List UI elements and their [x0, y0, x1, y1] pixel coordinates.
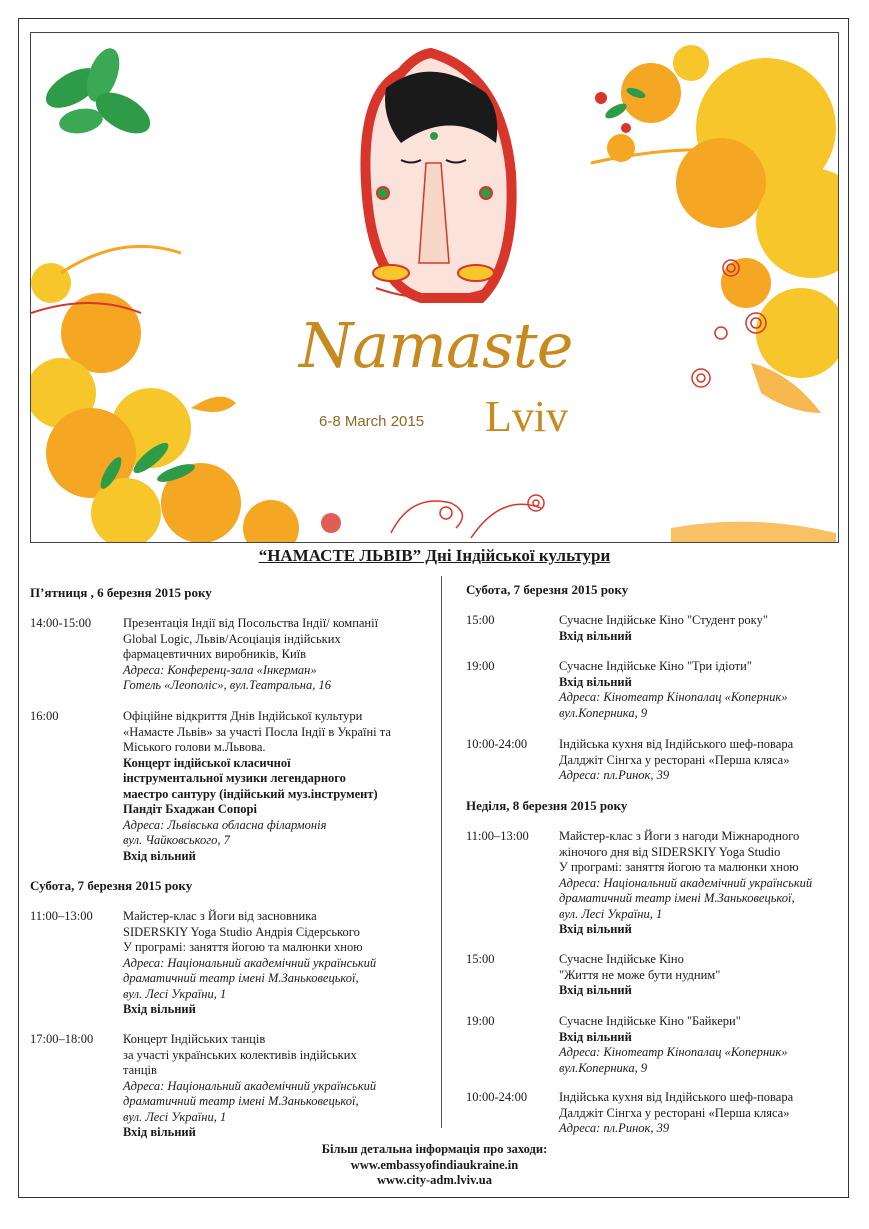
event-title-line: Далджіт Сінгха у ресторані «Перша кляса» — [559, 1105, 790, 1120]
banner-illustration — [31, 33, 839, 543]
event-address: Адреса: Національний академічний український — [559, 875, 813, 890]
free-entry-label: Вхід вільний — [123, 848, 196, 863]
event-title: Сучасне Індійське Кіно "Три ідіоти" — [559, 659, 752, 673]
event-address-line: драматичний театр імені М.Заньковецької, — [123, 971, 359, 985]
footer-more-info: Більш детальна інформація про заходи: — [321, 1142, 548, 1156]
event-title-line: за участі українських колективів індійських — [123, 1047, 357, 1062]
poster-banner — [30, 32, 839, 543]
concert-title: Концерт індійської класичної — [123, 755, 291, 770]
event-address: Адреса: Національний академічний український — [123, 1078, 377, 1093]
column-divider — [441, 576, 442, 1128]
event-title: Майстер-клас з Йоги з нагоди Міжнародного — [559, 829, 800, 843]
event-title: Індійська кухня від Індійського шеф-повара — [559, 1090, 794, 1104]
event-time: 11:00–13:00 — [30, 909, 93, 923]
festival-dates: 6-8 March 2015 — [319, 413, 425, 430]
event-time: 19:00 — [466, 1014, 495, 1028]
event-address: Адреса: Кінотеатр Кінопалац «Коперник» — [559, 690, 788, 704]
event-title: Майстер-клас з Йоги від засновника — [123, 909, 317, 923]
day-heading-friday: П’ятниця , 6 березня 2015 року — [30, 585, 212, 600]
day-heading-sunday: Неділя, 8 березня 2015 року — [466, 798, 628, 813]
right-paint-splashes — [591, 45, 839, 543]
event-time: 17:00–18:00 — [30, 1032, 94, 1046]
event-details — [123, 616, 422, 694]
concert-title-line: маестро сантуру (індійський муз.інструмент) — [123, 786, 378, 801]
event-address: Адреса: пл.Ринок, 39 — [559, 768, 670, 782]
event-title-line: танців — [123, 1063, 157, 1077]
brand-namaste-wordmark: Namaste — [299, 309, 573, 382]
event-time: 10:00-24:00 — [466, 1090, 528, 1104]
event-program: У програмі: заняття йогою та малюнки хною — [123, 940, 363, 954]
event-details — [123, 709, 422, 864]
event-address: Адреса: Львівська обласна філармонія — [123, 817, 327, 832]
free-entry-label: Вхід вільний — [559, 983, 632, 997]
event-time: 19:00 — [466, 659, 495, 673]
event-title: Презентація Індії від Посольства Індії/ компанії — [123, 616, 379, 630]
page-title: “НАМАСТЕ ЛЬВІВ” Дні Індійської культури — [258, 546, 611, 565]
event-details — [559, 737, 841, 784]
event-details — [559, 1090, 841, 1137]
namaste-figure — [365, 53, 511, 298]
event-title: Сучасне Індійське Кіно — [559, 952, 684, 966]
event-title-line: фармацевтичних виробників, Київ — [123, 647, 307, 661]
event-address: Адреса: Конференц-зала «Інкерман» — [123, 662, 317, 677]
event-details — [559, 659, 841, 721]
event-address-line: драматичний театр імені М.Заньковецької, — [123, 1094, 359, 1108]
event-title: Офіційне відкриття Днів Індійської культури — [123, 709, 363, 723]
event-time: 14:00-15:00 — [30, 616, 92, 630]
event-time: 15:00 — [466, 952, 495, 966]
free-entry-label: Вхід вільний — [123, 1002, 196, 1016]
event-address-line: вул. Чайковського, 7 — [123, 833, 230, 847]
footer-embassy-link[interactable]: www.embassyofindiaukraine.in — [350, 1157, 519, 1172]
event-address: Адреса: Кінотеатр Кінопалац «Коперник» — [559, 1045, 788, 1059]
day-heading-saturday-right: Субота, 7 березня 2015 року — [466, 582, 629, 597]
event-program: У програмі: заняття йогою та малюнки хною — [559, 860, 799, 874]
performer-name: Пандіт Бхаджан Сопорі — [123, 802, 257, 816]
event-address-line: драматичний театр імені М.Заньковецької, — [559, 891, 795, 905]
event-address-line: вул. Лесі України, 1 — [123, 986, 227, 1001]
footer-city-link[interactable]: www.city-adm.lviv.ua — [377, 1173, 492, 1187]
event-address: Адреса: пл.Ринок, 39 — [559, 1121, 670, 1135]
event-time: 11:00–13:00 — [466, 829, 529, 843]
event-title-line: Global Logic, Львів/Асоціація індійських — [123, 631, 341, 646]
free-entry-label: Вхід вільний — [559, 674, 632, 689]
event-address-line: вул.Коперника, 9 — [559, 705, 648, 720]
free-entry-label: Вхід вільний — [559, 922, 632, 936]
concert-title-line: інструментальної музики легендарного — [123, 771, 346, 785]
event-title: Сучасне Індійське Кіно "Байкери" — [559, 1014, 741, 1028]
footer-info — [0, 1142, 869, 1189]
event-time: 10:00-24:00 — [466, 737, 528, 751]
event-title: Індійська кухня від Індійського шеф-повара — [559, 737, 794, 751]
event-time: 15:00 — [466, 613, 495, 627]
event-details — [559, 952, 841, 999]
event-details — [123, 1032, 422, 1141]
event-title: Концерт Індійських танців — [123, 1032, 266, 1046]
event-address-line: вул. Лесі України, 1 — [123, 1109, 227, 1124]
free-entry-label: Вхід вільний — [559, 628, 632, 643]
brand-lviv-wordmark: Lviv — [485, 392, 569, 441]
event-details — [559, 613, 841, 644]
green-leaf-logo — [40, 44, 157, 142]
event-title-line: «Намасте Львів» за участі Посла Індії в Україні та — [123, 724, 391, 739]
event-address-line: вул. Лесі України, 1 — [559, 906, 663, 921]
event-title-line: Міського голови м.Львова. — [123, 740, 266, 754]
free-entry-label: Вхід вільний — [123, 1125, 196, 1139]
event-address-line: Готель «Леополіс», вул.Театральна, 16 — [123, 678, 331, 692]
event-address: Адреса: Національний академічний український — [123, 955, 377, 970]
event-title-line: "Життя не може бути нудним" — [559, 967, 721, 982]
event-title-line: жіночого дня від SIDERSKIY Yoga Studio — [559, 844, 781, 859]
event-details — [123, 909, 422, 1018]
event-details — [559, 1014, 841, 1076]
event-address-line: вул.Коперника, 9 — [559, 1060, 648, 1075]
event-title: Сучасне Індійське Кіно "Студент року" — [559, 613, 768, 627]
event-details — [559, 829, 841, 938]
event-time: 16:00 — [30, 709, 59, 723]
day-heading-saturday: Субота, 7 березня 2015 року — [30, 878, 193, 893]
event-title-line: Далджіт Сінгха у ресторані «Перша кляса» — [559, 752, 790, 767]
event-title-line: SIDERSKIY Yoga Studio Андрія Сідерського — [123, 924, 360, 939]
free-entry-label: Вхід вільний — [559, 1029, 632, 1044]
